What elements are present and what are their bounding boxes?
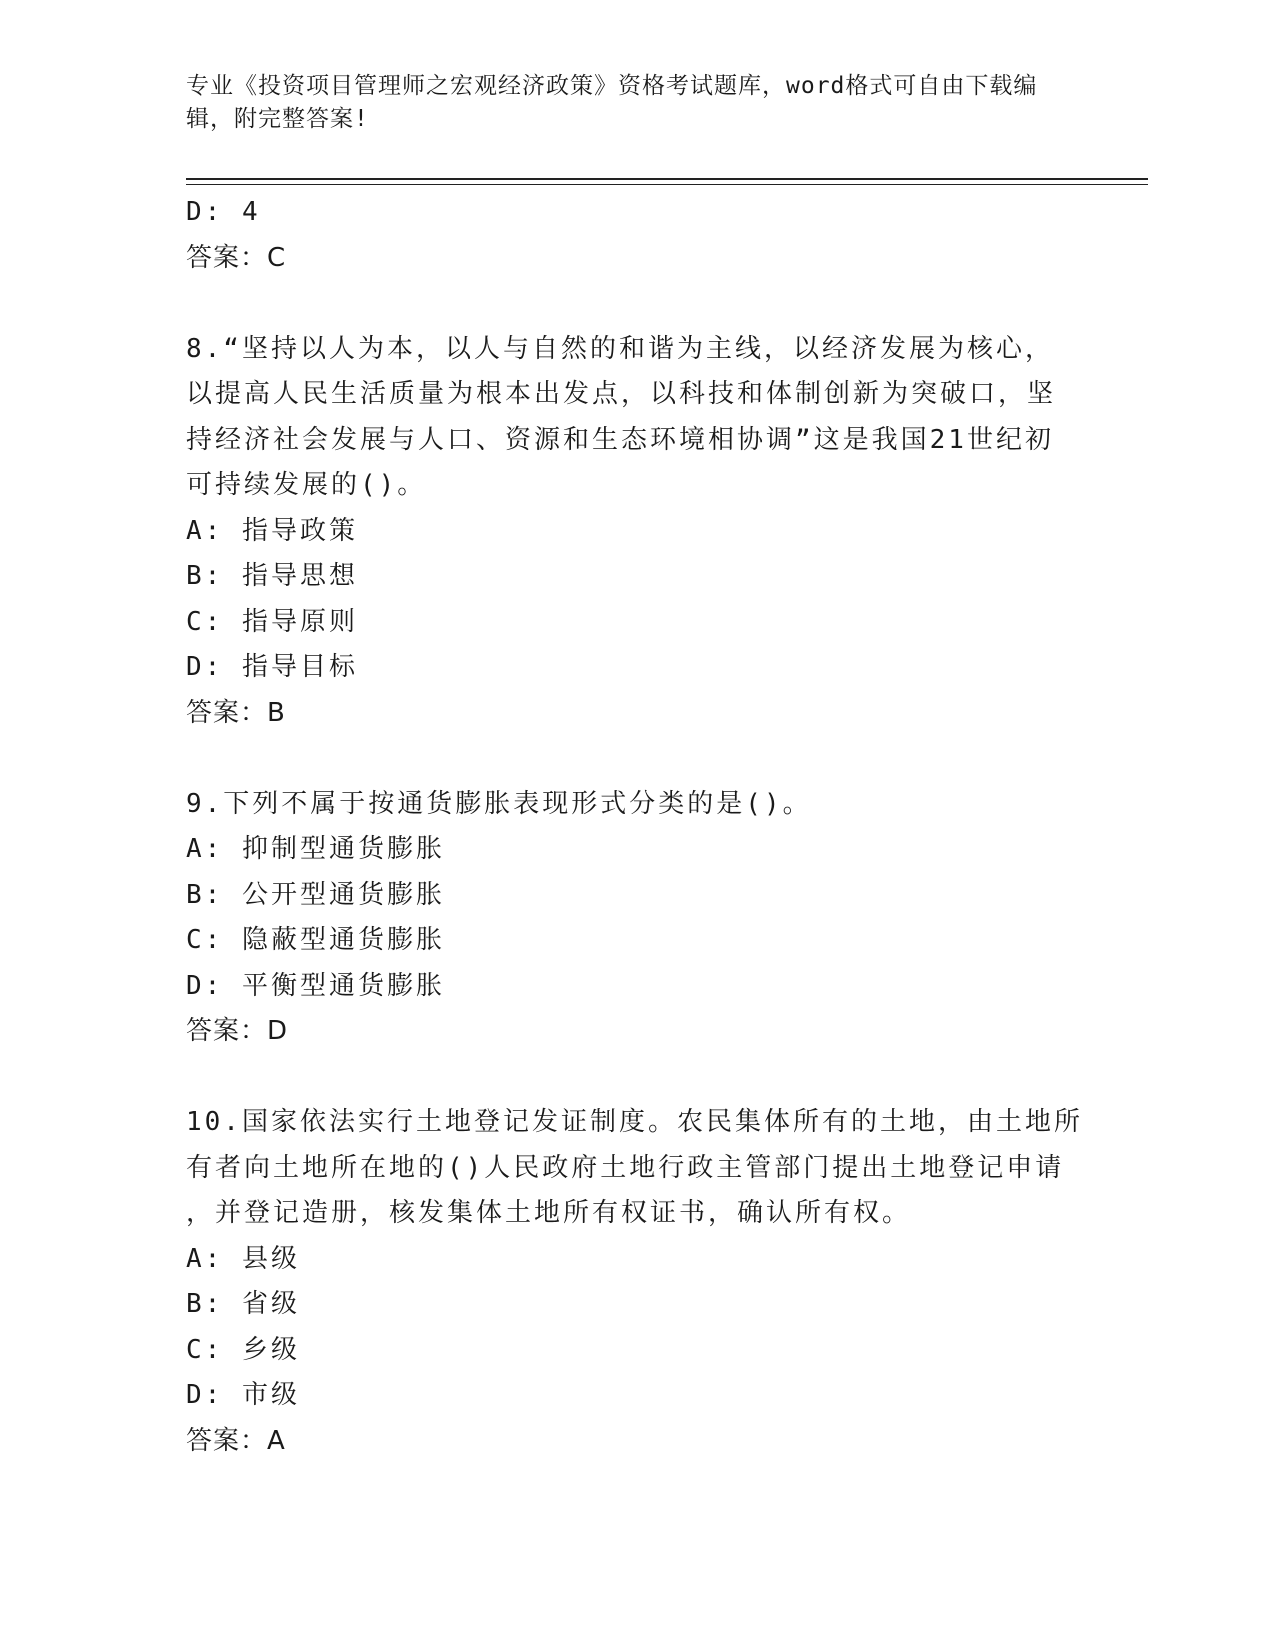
option-b: B: 省级	[186, 1289, 300, 1319]
header-divider	[186, 178, 1148, 180]
question-list	[186, 190, 1083, 1464]
option-b: B: 公开型通货膨胀	[186, 879, 445, 910]
question-8	[186, 327, 1076, 737]
answer-line: 答案：D	[186, 1016, 289, 1046]
question-9	[186, 782, 1076, 1055]
spacer	[186, 1055, 1076, 1101]
question-line: 以提高人民生活质量为根本出发点，以科技和体制创新为突破口，坚	[186, 379, 1057, 409]
spacer	[186, 736, 1076, 782]
option-c: C: 指导原则	[186, 606, 358, 637]
question-line: 8.“坚持以人为本，以人与自然的和谐为主线，以经济发展为核心，	[186, 333, 1054, 364]
question-line: 9.下列不属于按通货膨胀表现形式分类的是()。	[186, 788, 812, 819]
option-a: A: 抑制型通货膨胀	[186, 834, 445, 864]
option-c: C: 隐蔽型通货膨胀	[186, 925, 445, 955]
answer-line: 答案：B	[186, 697, 286, 728]
question-line: ，并登记造册，核发集体土地所有权证书，确认所有权。	[186, 1198, 912, 1228]
option-d: D: 平衡型通货膨胀	[186, 970, 445, 1001]
spacer	[186, 281, 1076, 327]
answer-line: 答案：A	[186, 1425, 286, 1456]
option-d: D: 市级	[186, 1380, 300, 1410]
header-line: 专业《投资项目管理师之宏观经济政策》资格考试题库，word格式可自由下载编	[186, 73, 1038, 99]
question-text	[186, 327, 1076, 509]
option-a: A: 县级	[186, 1243, 300, 1274]
question-text	[186, 782, 1076, 828]
question-line: 持经济社会发展与人口、资源和生态环境相协调”这是我国21世纪初	[186, 424, 1054, 455]
option-b: B: 指导思想	[186, 561, 358, 591]
question-line: 10.国家依法实行土地登记发证制度。农民集体所有的土地，由土地所	[186, 1107, 1083, 1137]
option-c: C: 乡级	[186, 1334, 300, 1365]
question-text	[186, 1100, 1083, 1237]
option-d: D: 4	[186, 197, 261, 227]
option-a: A: 指导政策	[186, 515, 358, 546]
question-line: 有者向土地所在地的()人民政府土地行政主管部门提出土地登记申请	[186, 1152, 1065, 1183]
header-divider-thin	[186, 184, 1148, 185]
answer-line: 答案：C	[186, 242, 287, 273]
question-line: 可持续发展的()。	[186, 470, 427, 500]
document-header	[186, 70, 1066, 136]
option-d: D: 指导目标	[186, 652, 358, 682]
header-line: 辑，附完整答案!	[186, 106, 369, 132]
question-10	[186, 1100, 1083, 1464]
